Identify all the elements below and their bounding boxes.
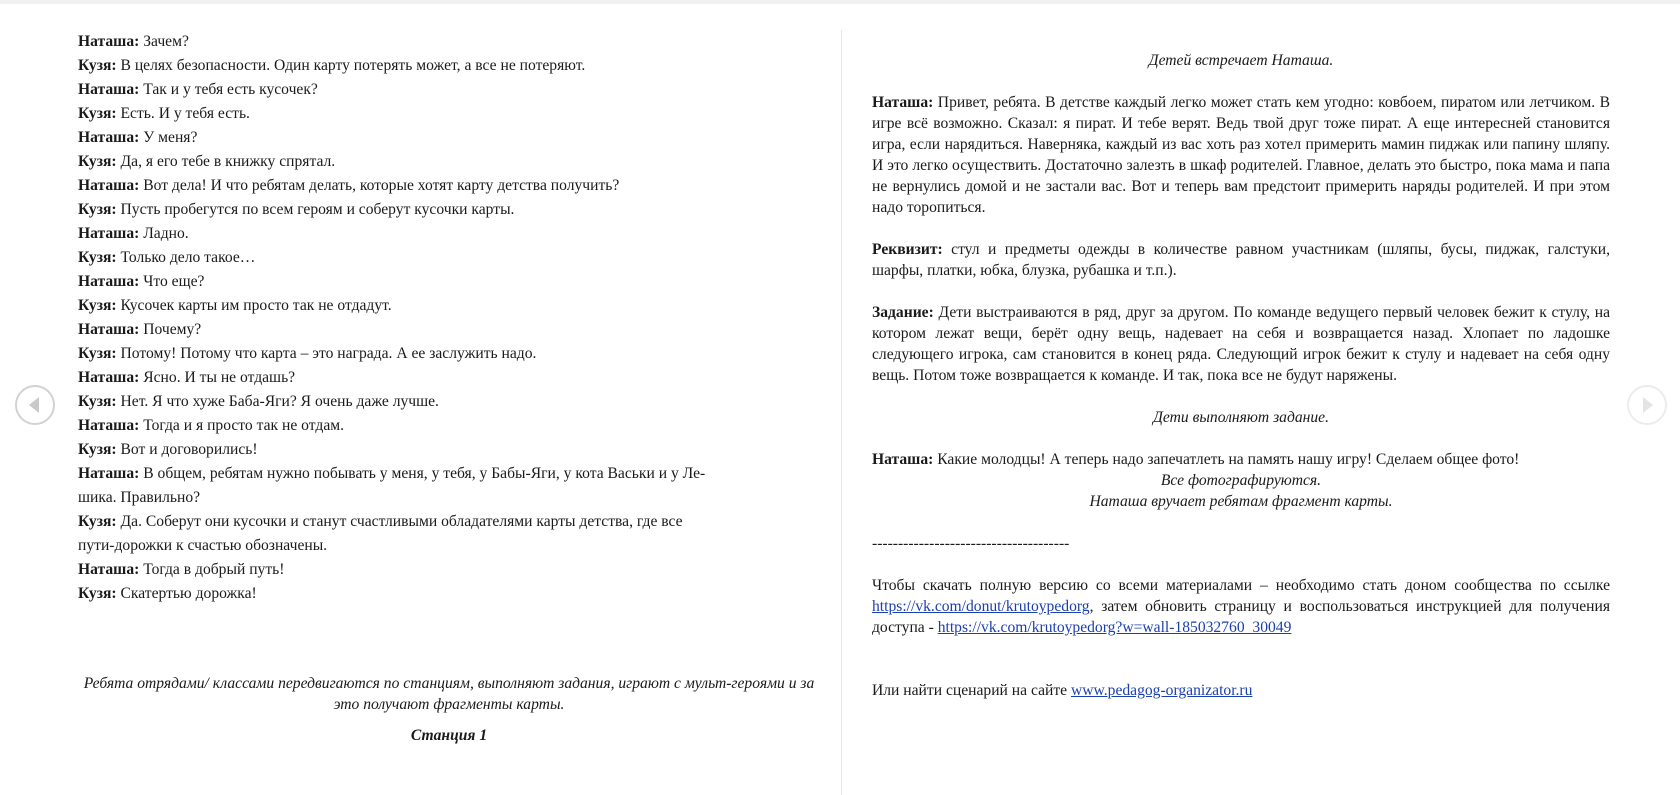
document-page-right (872, 30, 1610, 795)
dialogue-line (78, 534, 820, 558)
dialogue-line (78, 462, 820, 486)
fragment-note: Наташа вручает ребятам фрагмент карты. (1089, 493, 1393, 510)
speaker-name: Кузя: (78, 513, 117, 530)
natasha-final-speech: Наташа: Какие молодцы! А теперь надо запечатлеть на память нашу игру! Сделаем общее фото! (872, 451, 1520, 468)
dialogue-text: пути-дорожки к счастью обозначены. (78, 537, 328, 554)
next-page-button[interactable] (1627, 385, 1667, 425)
dialogue-line (78, 318, 820, 342)
speaker-name: Кузя: (78, 345, 117, 362)
dialogue-text: Тогда и я просто так не отдам. (139, 417, 345, 434)
speaker-name: Наташа: (78, 129, 140, 146)
dialogue-line (78, 342, 820, 366)
document-page-left (78, 30, 820, 795)
speaker-name: Кузя: (78, 297, 117, 314)
page-divider (841, 30, 842, 795)
download-paragraph: Чтобы скачать полную версию со всеми материалами – необходимо стать доном сообщества по ссылке https://vk.com/donut/krutoypedorg, затем обновить страницу и воспользоваться инструкцией для получения доступа - https://vk.com/krutoypedorg?w=wall-185032760_30049 (872, 577, 1610, 636)
site-paragraph: Или найти сценарий на сайте www.pedagog-organizator.ru (872, 682, 1253, 699)
dialogue-line (78, 174, 820, 198)
dialogue-text: Только дело такое… (116, 249, 256, 266)
dialogue-text: В общем, ребятам нужно побывать у меня, у тебя, у Бабы-Яги, у кота Васьки и у Ле- (139, 465, 706, 482)
dialogue-line (78, 270, 820, 294)
speaker-name: Наташа: (78, 81, 140, 98)
dialogue-text: Кусочек карты им просто так не отдадут. (116, 297, 392, 314)
speaker-name: Кузя: (78, 393, 117, 410)
dialogue-block (78, 30, 820, 606)
dialogue-line (78, 54, 820, 78)
dialogue-text: Так и у тебя есть кусочек? (139, 81, 318, 98)
chevron-left-icon (17, 387, 53, 423)
speaker-name: Кузя: (78, 57, 117, 74)
dialogue-line (78, 414, 820, 438)
speaker-name: Наташа: (78, 369, 140, 386)
speaker-name: Кузя: (78, 585, 117, 602)
chevron-right-icon (1629, 387, 1665, 423)
task-paragraph: Задание: Дети выстраиваются в ряд, друг за другом. По команде ведущего первый человек бежит к стулу, на котором лежат вещи, берёт одну вещь, надевает на себя и возвращается назад. Хлопает по ладошке следующего игрока, сам становится в конец ряда. Следующий игрок бежит к стулу и надевает на себя одну вещь. Потом тоже возвращается к команде. И так, пока все не будут наряжены. (872, 304, 1610, 384)
natasha-speech: Наташа: Привет, ребята. В детстве каждый легко может стать кем угодно: ковбоем, пиратом или летчиком. В игре всё возможно. Сказал: я пират. И тебе верят. Ведь твой друг тоже пират. А еще интересней становится игра, если нарядиться. Наверняка, каждый из вас хоть раз хотел примерить мамин пиджак или папину шляпу. И это легко осуществить. Достаточно залезть в шкаф родителей. Главное, делать это быстро, пока мама и папа не вернулись домой и не застали вас. Вот и теперь вам предстоит примерить наряды родителей. И при этом надо торопиться. (872, 94, 1610, 216)
dialogue-line (78, 222, 820, 246)
dialogue-text: Скатертью дорожка! (116, 585, 257, 602)
site-link[interactable]: www.pedagog-organizator.ru (1070, 682, 1253, 699)
stage-direction: Ребята отрядами/ классами передвигаются по станциям, выполняют задания, играют с мульт-героями и за это получают фрагменты карты. (83, 675, 815, 713)
speaker-name: Наташа: (78, 417, 140, 434)
kids-do-task: Дети выполняют задание. (1153, 409, 1329, 426)
speaker-name: Кузя: (78, 441, 117, 458)
photo-note: Все фотографируются. (1160, 472, 1322, 489)
dialogue-text: Пусть пробегутся по всем героям и соберут кусочки карты. (116, 201, 515, 218)
dialogue-text: У меня? (139, 129, 198, 146)
dialogue-line (78, 366, 820, 390)
speaker-name: Наташа: (78, 561, 140, 578)
dialogue-text: Нет. Я что хуже Баба-Яги? Я очень даже лучше. (116, 393, 439, 410)
dialogue-text: Есть. И у тебя есть. (116, 105, 250, 122)
props-paragraph: Реквизит: стул и предметы одежды в количестве равном участникам (шляпы, бусы, пиджак, галстуки, шарфы, платки, юбка, блузка, рубашка и т.п.). (872, 241, 1610, 279)
dialogue-line (78, 558, 820, 582)
dialogue-line (78, 438, 820, 462)
top-border (0, 0, 1680, 4)
dialogue-line (78, 294, 820, 318)
dialogue-line (78, 198, 820, 222)
speaker-name: Наташа: (78, 321, 140, 338)
dialogue-text: Ясно. И ты не отдашь? (139, 369, 296, 386)
dialogue-text: В целях безопасности. Один карту потерять может, а все не потеряют. (116, 57, 586, 74)
separator-line: -------------------------------------- (872, 535, 1070, 552)
dialogue-line (78, 78, 820, 102)
dialogue-line (78, 486, 820, 510)
dialogue-text: Зачем? (139, 33, 189, 50)
dialogue-line (78, 246, 820, 270)
donut-link[interactable]: https://vk.com/donut/krutoypedorg (872, 598, 1090, 615)
speaker-name: Кузя: (78, 201, 117, 218)
prev-page-button[interactable] (15, 385, 55, 425)
dialogue-line (78, 510, 820, 534)
dialogue-text: Да. Соберут они кусочки и станут счастливыми обладателями карты детства, где все (116, 513, 683, 530)
speaker-name: Наташа: (78, 33, 140, 50)
dialogue-text: Что еще? (139, 273, 205, 290)
dialogue-text: Почему? (139, 321, 202, 338)
speaker-name: Кузя: (78, 153, 117, 170)
dialogue-line (78, 102, 820, 126)
speaker-name: Наташа: (78, 177, 140, 194)
speaker-name: Наташа: (78, 273, 140, 290)
dialogue-line (78, 126, 820, 150)
wall-post-link[interactable]: https://vk.com/krutoypedorg?w=wall-185032760_30049 (937, 619, 1292, 636)
intro-direction: Детей встречает Наташа. (1148, 52, 1334, 69)
dialogue-text: Ладно. (139, 225, 189, 242)
dialogue-text: Вот и договорились! (116, 441, 258, 458)
dialogue-text: шика. Правильно? (78, 489, 201, 506)
speaker-name: Кузя: (78, 249, 117, 266)
dialogue-line (78, 582, 820, 606)
dialogue-line (78, 150, 820, 174)
dialogue-line (78, 390, 820, 414)
dialogue-text: Потому! Потому что карта – это награда. А ее заслужить надо. (116, 345, 537, 362)
speaker-name: Наташа: (78, 465, 140, 482)
speaker-name: Наташа: (78, 225, 140, 242)
dialogue-text: Да, я его тебе в книжку спрятал. (116, 153, 336, 170)
station-title: Станция 1 (410, 727, 488, 744)
dialogue-line (78, 30, 820, 54)
dialogue-text: Вот дела! И что ребятам делать, которые хотят карту детства получить? (139, 177, 620, 194)
speaker-name: Кузя: (78, 105, 117, 122)
dialogue-text: Тогда в добрый путь! (139, 561, 285, 578)
